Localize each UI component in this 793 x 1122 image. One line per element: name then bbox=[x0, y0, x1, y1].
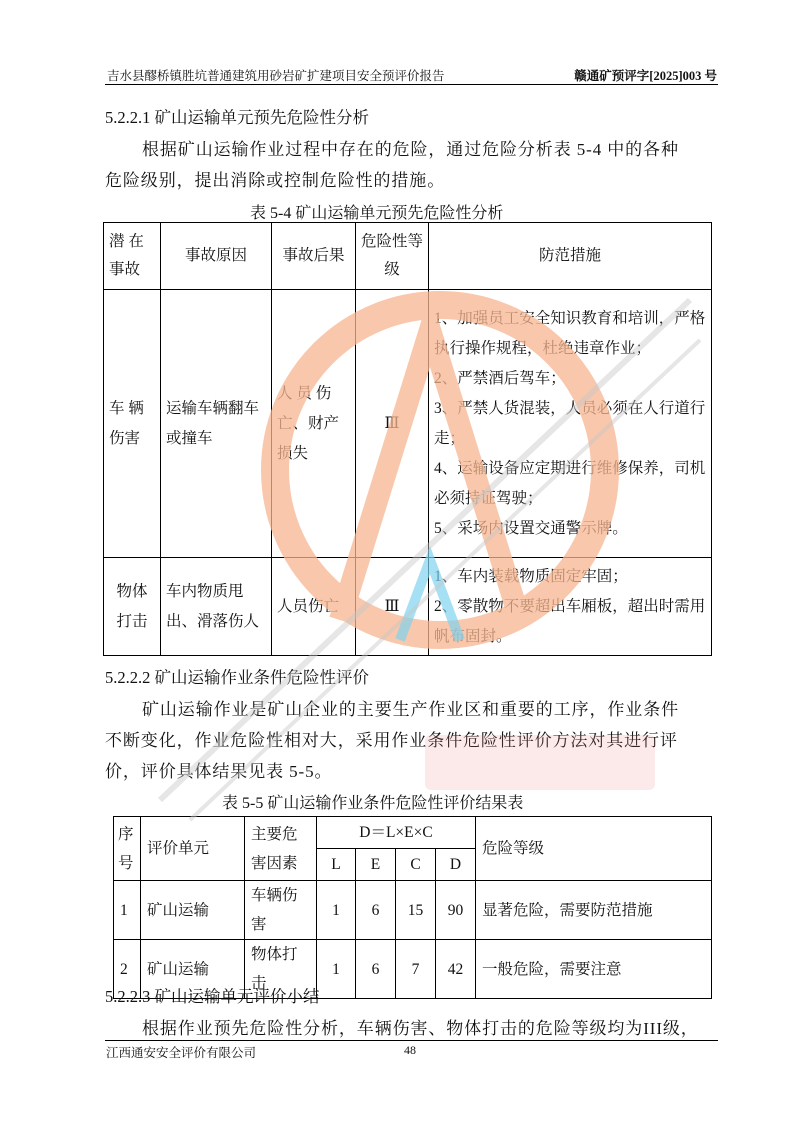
col-header: 主要危害因素 bbox=[245, 817, 317, 881]
c-cell: 7 bbox=[396, 940, 436, 999]
table-caption: 表 5-5 矿山运输作业条件危险性评价结果表 bbox=[222, 795, 524, 812]
header-title: 吉水县醪桥镇胜坑普通建筑用砂岩矿扩建项目安全预评价报告 bbox=[107, 68, 445, 83]
c-cell: 15 bbox=[396, 881, 436, 940]
table-caption: 表 5-4 矿山运输单元预先危险性分析 bbox=[250, 205, 504, 222]
section-heading: 5.2.2.3 矿山运输单元评价小结 bbox=[105, 987, 320, 1006]
paragraph-line: 根据作业预先危险性分析，车辆伤害、物体打击的危险等级均为III级， bbox=[142, 1019, 699, 1038]
d-cell: 90 bbox=[436, 881, 476, 940]
col-header: 事故原因 bbox=[161, 223, 272, 290]
paragraph-line: 根据矿山运输作业过程中存在的危险，通过危险分析表 5-4 中的各种 bbox=[142, 140, 679, 159]
no-cell: 2 bbox=[114, 940, 141, 999]
cause-cell: 车内物质甩出、滑落伤人 bbox=[161, 558, 272, 656]
header-doc-number: 赣通矿预评字[2025]003 号 bbox=[574, 69, 717, 83]
factor-cell: 车辆伤害 bbox=[245, 881, 317, 940]
header-rule bbox=[105, 84, 718, 85]
measures-cell bbox=[429, 558, 712, 656]
measure-item: 5、采场内设置交通警示牌。 bbox=[434, 519, 628, 537]
col-header: 评价单元 bbox=[141, 817, 245, 881]
measure-item: 4、运输设备应定期进行维修保养，司机必须持证驾驶； bbox=[434, 459, 706, 507]
paragraph-line: 矿山运输作业是矿山企业的主要生产作业区和重要的工序，作业条件 bbox=[142, 700, 679, 719]
table-row bbox=[114, 881, 712, 940]
factor-cell: 物体打击 bbox=[245, 940, 317, 999]
table-header-row bbox=[104, 223, 712, 290]
footer-rule bbox=[105, 1040, 718, 1041]
measure-item: 2、零散物不要超出车厢板，超出时需用帆布固封。 bbox=[434, 597, 706, 645]
unit-cell: 矿山运输 bbox=[141, 881, 245, 940]
col-header: 潜 在 事故 bbox=[104, 223, 161, 290]
level-cell: Ⅲ bbox=[356, 558, 429, 656]
level-cell: 一般危险，需要注意 bbox=[476, 940, 712, 999]
measures-cell bbox=[429, 290, 712, 558]
table-row bbox=[104, 290, 712, 558]
col-header: 防范措施 bbox=[429, 223, 712, 290]
l-cell: 1 bbox=[317, 940, 356, 999]
col-header: 危险等级 bbox=[476, 817, 712, 881]
risk-evaluation-table bbox=[113, 816, 712, 999]
d-cell: 42 bbox=[436, 940, 476, 999]
paragraph-line: 危险级别，提出消除或控制危险性的措施。 bbox=[105, 171, 446, 190]
level-cell: Ⅲ bbox=[356, 290, 429, 558]
col-header: 事故后果 bbox=[272, 223, 356, 290]
col-header: C bbox=[396, 849, 436, 881]
e-cell: 6 bbox=[356, 881, 396, 940]
col-header: D bbox=[436, 849, 476, 881]
section-heading: 5.2.2.2 矿山运输作业条件危险性评价 bbox=[105, 668, 369, 687]
paragraph-line: 不断变化，作业危险性相对大，采用作业条件危险性评价方法对其进行评 bbox=[105, 731, 678, 750]
e-cell: 6 bbox=[356, 940, 396, 999]
page-number: 48 bbox=[404, 1043, 416, 1057]
col-header: D＝L×E×C bbox=[317, 817, 476, 849]
level-cell: 显著危险，需要防范措施 bbox=[476, 881, 712, 940]
footer-company: 江西通安安全评价有限公司 bbox=[106, 1045, 257, 1060]
unit-cell: 矿山运输 bbox=[141, 940, 245, 999]
paragraph-line: 价，评价具体结果见表 5-5。 bbox=[105, 762, 333, 781]
table-header-row bbox=[114, 817, 712, 849]
col-header: E bbox=[356, 849, 396, 881]
col-header: 序号 bbox=[114, 817, 141, 881]
accident-cell: 车 辆 伤害 bbox=[104, 290, 161, 558]
measure-item: 2、严禁酒后驾车； bbox=[434, 369, 566, 387]
col-header: 危险性等级 bbox=[356, 223, 429, 290]
measure-item: 1、车内装载物质固定牢固； bbox=[434, 567, 628, 585]
col-header: L bbox=[317, 849, 356, 881]
l-cell: 1 bbox=[317, 881, 356, 940]
measure-item: 3、严禁人货混装，人员必须在人行道行走； bbox=[434, 399, 706, 447]
measure-item: 1、加强员工安全知识教育和培训，严格执行操作规程，杜绝违章作业； bbox=[434, 309, 706, 357]
section-heading: 5.2.2.1 矿山运输单元预先危险性分析 bbox=[105, 108, 369, 127]
cause-cell: 运输车辆翻车或撞车 bbox=[161, 290, 272, 558]
result-cell: 人 员 伤 亡、财产损失 bbox=[272, 290, 356, 558]
result-cell: 人员伤亡 bbox=[272, 558, 356, 656]
no-cell: 1 bbox=[114, 881, 141, 940]
accident-cell: 物体打击 bbox=[104, 558, 161, 656]
table-row bbox=[104, 558, 712, 656]
hazard-analysis-table bbox=[103, 222, 712, 656]
